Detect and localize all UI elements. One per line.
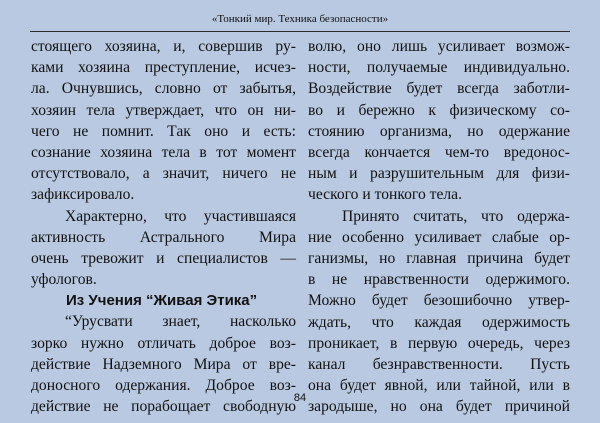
text-line: очень тревожит и специалистов —: [31, 250, 296, 268]
text-line: доносного одержания. Доброе воз-: [31, 377, 296, 395]
right-column: [308, 36, 570, 418]
text-line: ческого и тонкого тела.: [308, 186, 462, 204]
text-line: зафиксировало.: [31, 186, 135, 204]
text-line: в не нравственности одержимого.: [308, 271, 570, 289]
text-line: во и бережно к физическому со-: [308, 101, 570, 119]
text-line: ганизмы, но главная причина будет: [308, 250, 570, 268]
text-line: канал безнравственности. Пусть: [308, 356, 570, 374]
text-line: всегда кончается чем-то вредонос-: [308, 144, 570, 162]
text-line: проникает, в первую очередь, через: [308, 334, 570, 352]
left-column: [31, 36, 296, 417]
text-line: ждать, что каждая одержимость: [308, 313, 570, 331]
text-line: действие не порабощает свободную: [31, 398, 296, 416]
text-line: она будет явной, или тайной, или в: [308, 377, 570, 395]
text-line: стоящего хозяина, и, совершив ру-: [31, 38, 296, 55]
text-line: волю, оно лишь усиливает возмож-: [308, 38, 570, 55]
text-line: сознание хозяина тела в тот момент: [31, 144, 296, 162]
text-line: ным и разрушительным для физи-: [308, 165, 570, 183]
section-subheading: Из Учения “Живая Этика”: [66, 292, 258, 310]
text-line: Можно будет безошибочно утвер-: [308, 292, 570, 310]
text-line: действие Надземного Мира от вре-: [31, 355, 296, 373]
text-line: Воздействие будет всегда заботли-: [308, 80, 570, 98]
text-line: чего не помнит. Так оно и есть:: [31, 122, 296, 140]
text-line: “Урусвати знает, насколько: [65, 313, 296, 331]
header-divider: [30, 31, 570, 32]
text-line: ла. Очнувшись, словно от забытья,: [31, 80, 296, 98]
text-line: ками хозяина преступление, исчез-: [31, 59, 296, 77]
text-line: ние особенно усиливает слабые ор-: [308, 228, 570, 246]
text-line: Характерно, что участившаяся: [65, 207, 296, 225]
text-line: зародыше, но она будет причиной: [308, 398, 570, 416]
running-header: «Тонкий мир. Техника безопасности»: [211, 13, 389, 25]
text-line: отсутствовало, а значит, ничего не: [31, 165, 296, 183]
text-line: уфологов.: [31, 271, 97, 289]
text-line: активность Астрального Мира: [31, 228, 296, 246]
text-line: хозяин тела утверждает, что он ни-: [31, 101, 296, 119]
text-line: зорко нужно отличать доброе воз-: [31, 334, 296, 352]
text-line: ности, получаемые индивидуально.: [308, 59, 570, 77]
page-number: 84: [293, 392, 307, 404]
text-line: Принято считать, что одержа-: [342, 207, 570, 225]
text-line: стоянию организма, но одержание: [308, 122, 570, 140]
